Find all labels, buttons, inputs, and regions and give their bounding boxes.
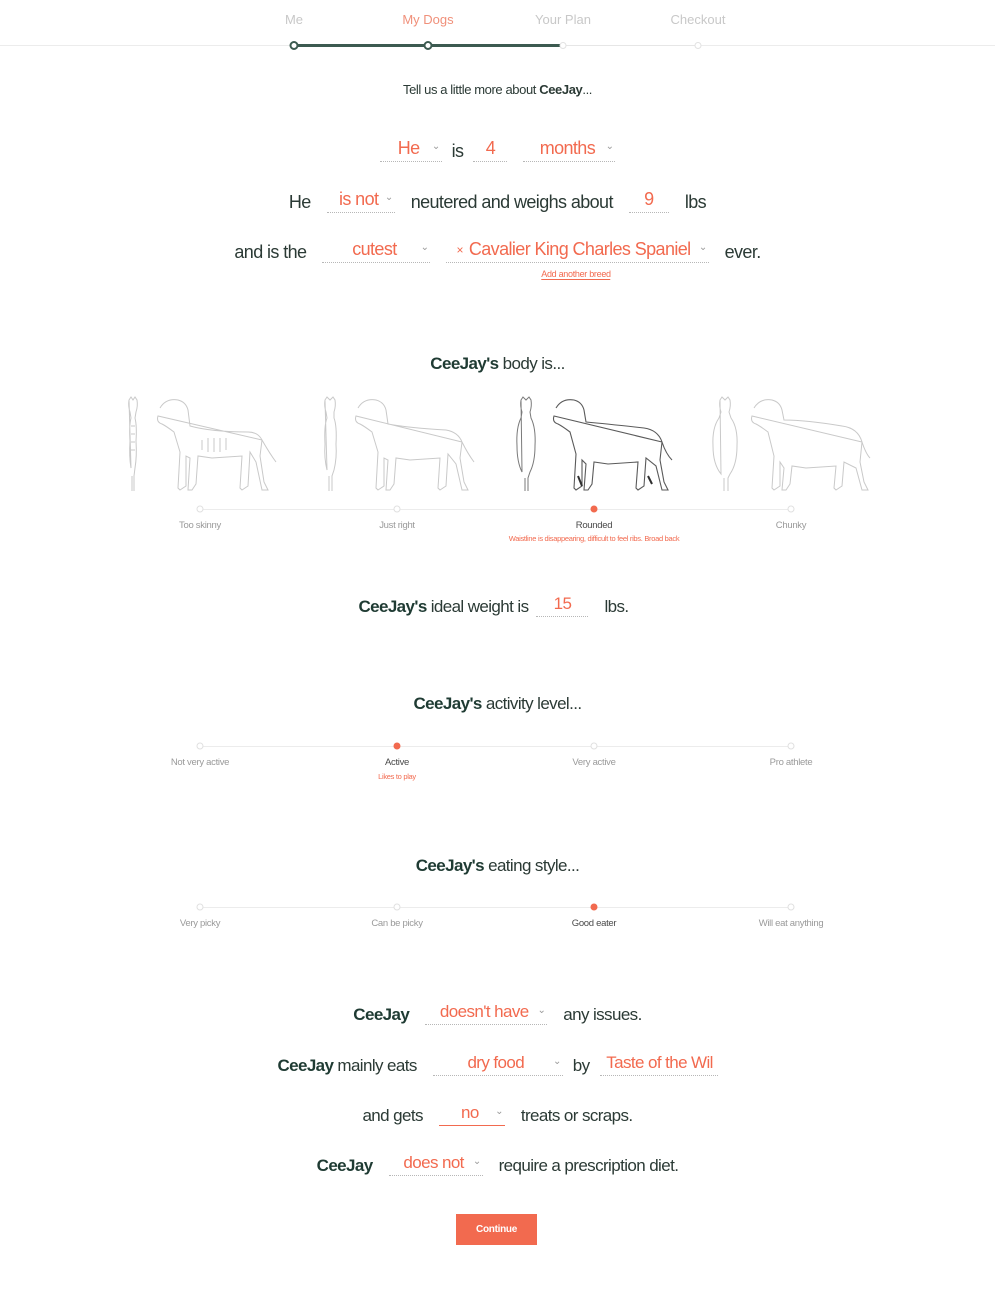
issues-select[interactable]: [425, 1002, 547, 1025]
eating-option-label[interactable]: Can be picky: [371, 918, 423, 929]
treats-value: no: [461, 1103, 479, 1122]
age-unit-select[interactable]: [523, 138, 615, 162]
body-option-dot[interactable]: [197, 506, 204, 513]
activity-option-description: Likes to play: [378, 772, 416, 781]
chevron-down-icon: ⌄: [553, 1056, 561, 1067]
age-unit-value: months: [539, 138, 596, 158]
neutered-select[interactable]: [327, 189, 395, 213]
dog-top-view-icon[interactable]: [710, 396, 740, 494]
eating-option-dot-selected[interactable]: [591, 904, 598, 911]
chevron-down-icon: ⌄: [472, 1156, 481, 1167]
neutered-value: is not: [338, 189, 379, 209]
body-option-dot[interactable]: [788, 506, 795, 513]
eating-option-dot[interactable]: [394, 904, 401, 911]
age-sentence: [0, 138, 995, 162]
and-is-the-text: and is the: [234, 242, 307, 262]
prescription-text: require a prescription diet.: [498, 1156, 679, 1175]
breed-select[interactable]: [446, 239, 708, 263]
food-brand-input[interactable]: [600, 1053, 718, 1076]
step-dot-me: [290, 41, 299, 50]
activity-option-dot[interactable]: [197, 743, 204, 750]
ideal-weight-text: ideal weight is: [430, 597, 529, 616]
ideal-weight-value: 15: [553, 594, 572, 613]
age-input[interactable]: [473, 138, 507, 162]
ideal-weight-dog-name: CeeJay's: [358, 597, 427, 616]
add-breed-link[interactable]: Add another breed: [541, 269, 611, 279]
chevron-down-icon: ⌄: [384, 192, 393, 203]
is-word: is: [451, 141, 464, 161]
eating-option-label[interactable]: Will eat anything: [758, 918, 824, 929]
treats-text: treats or scraps.: [520, 1106, 633, 1125]
step-your-plan[interactable]: Your Plan: [535, 12, 591, 27]
activity-option-label-selected[interactable]: Active: [384, 757, 410, 768]
breed-sentence: [0, 239, 995, 263]
body-option-label[interactable]: Just right: [379, 520, 415, 531]
step-me[interactable]: Me: [284, 12, 304, 27]
intro-suffix: ...: [582, 82, 592, 97]
body-scale-track: [200, 509, 791, 510]
pronoun-value: He: [397, 138, 420, 158]
adjective-value: cutest: [352, 239, 397, 259]
activity-option-dot[interactable]: [788, 743, 795, 750]
body-option-label-selected[interactable]: Rounded: [575, 520, 613, 531]
chevron-down-icon: ⌄: [420, 242, 429, 253]
treats-select[interactable]: [439, 1103, 505, 1126]
step-dot-checkout: [695, 42, 702, 49]
issues-sentence: [0, 1002, 995, 1025]
eating-heading-text: eating style...: [483, 856, 580, 875]
food-dog-name: CeeJay: [277, 1056, 334, 1075]
intro-text: [0, 82, 995, 97]
food-type-value: dry food: [467, 1053, 525, 1072]
continue-button[interactable]: Continue: [456, 1214, 537, 1245]
eating-heading-name: CeeJay's: [415, 856, 484, 875]
weight-unit: lbs: [684, 192, 707, 212]
chevron-down-icon: ⌄: [537, 1005, 546, 1016]
body-option-description: Waistline is disappearing, difficult to feel ribs. Broad back: [508, 534, 680, 543]
activity-option-label[interactable]: Pro athlete: [769, 757, 813, 768]
body-heading-name: CeeJay's: [430, 354, 499, 373]
dog-side-view-icon[interactable]: [152, 396, 280, 494]
ideal-weight-unit: lbs.: [604, 597, 629, 616]
dog-side-view-icon[interactable]: [350, 396, 478, 494]
chevron-down-icon: ⌄: [431, 141, 440, 152]
food-sentence: [0, 1053, 995, 1076]
age-value: 4: [485, 138, 496, 158]
dog-top-view-icon[interactable]: [513, 396, 539, 494]
intro-dog-name: CeeJay: [539, 82, 583, 97]
body-heading: [0, 354, 995, 374]
dog-side-view-icon[interactable]: [548, 396, 676, 494]
issues-value: doesn't have: [439, 1002, 529, 1021]
eating-option-dot[interactable]: [197, 904, 204, 911]
eating-option-label-selected[interactable]: Good eater: [571, 918, 617, 929]
breed-value: Cavalier King Charles Spaniel: [468, 239, 691, 259]
activity-option-label[interactable]: Very active: [572, 757, 616, 768]
pronoun-select[interactable]: [380, 138, 442, 162]
eating-heading: [0, 856, 995, 876]
eating-option-dot[interactable]: [788, 904, 795, 911]
chevron-down-icon: ⌄: [495, 1106, 503, 1117]
weight-input[interactable]: [629, 189, 669, 213]
step-dot-my-dogs: [424, 41, 433, 50]
prescription-dog-name: CeeJay: [316, 1156, 373, 1175]
ever-text: ever.: [724, 242, 761, 262]
body-option-label[interactable]: Too skinny: [179, 520, 221, 531]
weight-value: 9: [644, 189, 654, 209]
activity-option-label[interactable]: Not very active: [170, 757, 230, 768]
he-word: He: [288, 192, 311, 212]
adjective-select[interactable]: [322, 239, 430, 263]
issues-text: any issues.: [563, 1005, 642, 1024]
dog-top-view-icon[interactable]: [318, 396, 342, 494]
chevron-down-icon: ⌄: [698, 242, 707, 253]
chevron-down-icon: ⌄: [605, 141, 614, 152]
activity-scale-track: [200, 746, 791, 747]
neutered-text: neutered and weighs about: [410, 192, 613, 212]
activity-option-dot[interactable]: [591, 743, 598, 750]
dog-side-view-icon[interactable]: [746, 396, 874, 494]
gets-text: and gets: [362, 1106, 423, 1125]
issues-dog-name: CeeJay: [353, 1005, 410, 1024]
body-option-dot[interactable]: [394, 506, 401, 513]
eating-option-label[interactable]: Very picky: [179, 918, 221, 929]
body-heading-text: body is...: [498, 354, 565, 373]
food-type-select[interactable]: [433, 1053, 563, 1076]
by-text: by: [572, 1056, 590, 1075]
prescription-select[interactable]: [389, 1153, 483, 1176]
body-option-dot-selected[interactable]: [591, 506, 598, 513]
ideal-weight-input[interactable]: [536, 594, 588, 617]
activity-heading: [0, 694, 995, 714]
ideal-weight-sentence: [0, 594, 995, 617]
body-option-label[interactable]: Chunky: [775, 520, 807, 531]
prescription-sentence: [0, 1153, 995, 1176]
dog-top-view-icon[interactable]: [122, 396, 144, 494]
prescription-value: does not: [403, 1153, 464, 1172]
neutered-sentence: [0, 189, 995, 213]
remove-breed-icon[interactable]: ×: [456, 242, 463, 257]
step-dot-your-plan: [560, 42, 567, 49]
eats-text: mainly eats: [337, 1056, 417, 1075]
treats-sentence: [0, 1103, 995, 1126]
step-checkout[interactable]: Checkout: [670, 12, 726, 27]
activity-option-dot-selected[interactable]: [394, 743, 401, 750]
activity-heading-name: CeeJay's: [413, 694, 482, 713]
activity-heading-text: activity level...: [481, 694, 582, 713]
intro-prefix: Tell us a little more about: [403, 82, 540, 97]
eating-scale-track: [200, 907, 791, 908]
step-my-dogs[interactable]: My Dogs: [402, 12, 454, 27]
food-brand-value: Taste of the Wil: [606, 1053, 713, 1072]
